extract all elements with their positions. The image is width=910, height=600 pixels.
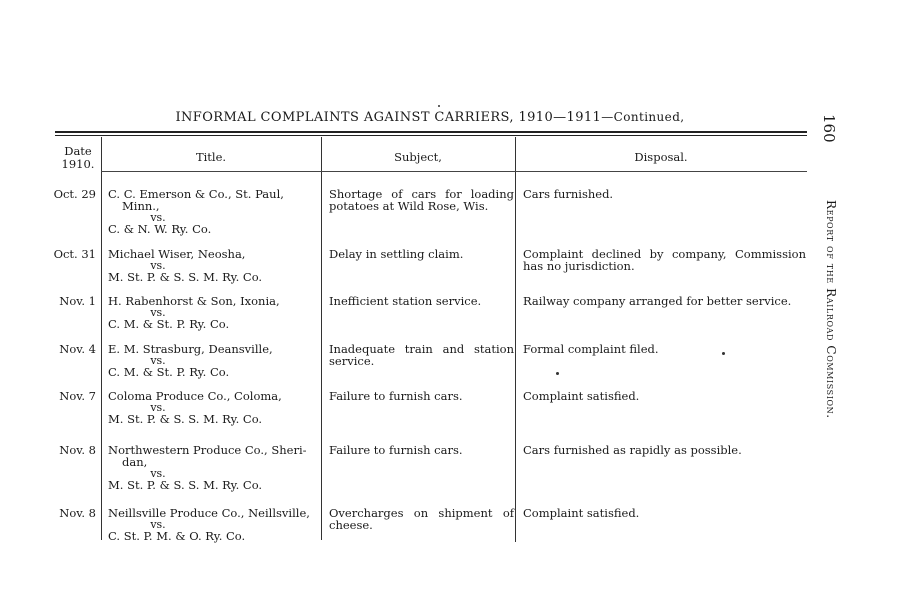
column-divider-date-title: [101, 137, 102, 540]
row-date: Nov. 8: [59, 443, 96, 457]
row-date: Oct. 29: [53, 187, 96, 201]
row-complainant: Michael Wiser, Neosha,: [108, 247, 246, 261]
row-vs: vs.: [150, 518, 166, 531]
header-bottom-rule: [101, 171, 807, 172]
column-header-date-line2: 1910.: [61, 157, 95, 171]
row-title: [108, 390, 318, 425]
column-header-date-line1: Date: [64, 144, 92, 158]
row-complainant: C. C. Emerson & Co., St. Paul,: [108, 187, 284, 201]
row-title: [108, 343, 318, 378]
column-header-date: [55, 145, 101, 171]
row-disposal: Cars furnished as rapidly as possible.: [523, 443, 742, 457]
row-subject: Failure to furnish cars.: [329, 389, 463, 403]
running-head-continued: —Continued,: [601, 110, 685, 124]
side-running-title: Report of the Railroad Commission.: [824, 200, 838, 419]
print-speck: [438, 105, 440, 107]
row-subject: Inadequate train and station service.: [329, 342, 514, 368]
row-subject: Failure to furnish cars.: [329, 443, 463, 457]
row-title: [108, 248, 318, 283]
row-vs: vs.: [150, 401, 166, 414]
row-defendant: C. St. P. M. & O. Ry. Co.: [108, 529, 246, 543]
row-complainant: E. M. Strasburg, Deansville,: [108, 342, 273, 356]
row-title: [108, 188, 318, 235]
row-complainant-cont: dan,: [122, 455, 148, 469]
running-head: [55, 110, 805, 125]
column-divider-subject-disposal: [515, 137, 516, 542]
row-vs: vs.: [150, 211, 166, 224]
row-subject: Delay in settling claim.: [329, 247, 464, 261]
column-header-disposal: Disposal.: [634, 150, 688, 164]
print-speck: [556, 372, 559, 375]
row-defendant: C. M. & St. P. Ry. Co.: [108, 317, 230, 331]
row-vs: vs.: [150, 259, 166, 272]
row-disposal: Complaint declined by company, Commission has no jurisdiction.: [523, 247, 806, 273]
row-disposal: Railway company arranged for better service.: [523, 294, 792, 308]
header-rule-thin: [55, 135, 807, 136]
row-subject: Inefficient station service.: [329, 294, 482, 308]
row-date: Nov. 8: [59, 506, 96, 520]
row-vs: vs.: [150, 354, 166, 367]
row-date: Nov. 7: [59, 389, 96, 403]
running-head-title: INFORMAL COMPLAINTS AGAINST CARRIERS, 1910—1911: [175, 110, 602, 125]
row-disposal: Cars furnished.: [523, 187, 614, 201]
row-defendant: C. M. & St. P. Ry. Co.: [108, 365, 230, 379]
row-complainant: H. Rabenhorst & Son, Ixonia,: [108, 294, 280, 308]
row-disposal: Complaint satisfied.: [523, 389, 640, 403]
row-date: Nov. 4: [59, 342, 96, 356]
row-complainant: Neillsville Produce Co., Neillsville,: [108, 506, 310, 520]
row-date: Nov. 1: [59, 294, 96, 308]
row-title: [108, 444, 318, 491]
header-rule-thick: [55, 131, 807, 133]
row-complainant: Northwestern Produce Co., Sheri-: [108, 443, 307, 457]
row-subject: Overcharges on shipment of cheese.: [329, 506, 514, 532]
row-date: Oct. 31: [53, 247, 96, 261]
page-number: 160: [820, 114, 838, 143]
row-disposal: Complaint satisfied.: [523, 506, 640, 520]
row-defendant: M. St. P. & S. S. M. Ry. Co.: [108, 412, 263, 426]
row-title: [108, 507, 318, 542]
row-complainant-cont: Minn.,: [122, 199, 160, 213]
row-title: [108, 295, 318, 330]
row-complainant: Coloma Produce Co., Coloma,: [108, 389, 282, 403]
row-defendant: M. St. P. & S. S. M. Ry. Co.: [108, 270, 263, 284]
row-vs: vs.: [150, 306, 166, 319]
column-divider-title-subject: [321, 137, 322, 540]
column-header-title: Title.: [195, 150, 227, 164]
row-disposal: Formal complaint filed.: [523, 342, 659, 356]
row-vs: vs.: [150, 467, 166, 480]
column-header-subject: Subject,: [394, 150, 442, 164]
row-subject: Shortage of cars for loading potatoes at Wild Rose, Wis.: [329, 187, 514, 213]
row-defendant: C. & N. W. Ry. Co.: [108, 222, 212, 236]
row-defendant: M. St. P. & S. S. M. Ry. Co.: [108, 478, 263, 492]
print-speck: [722, 352, 725, 355]
